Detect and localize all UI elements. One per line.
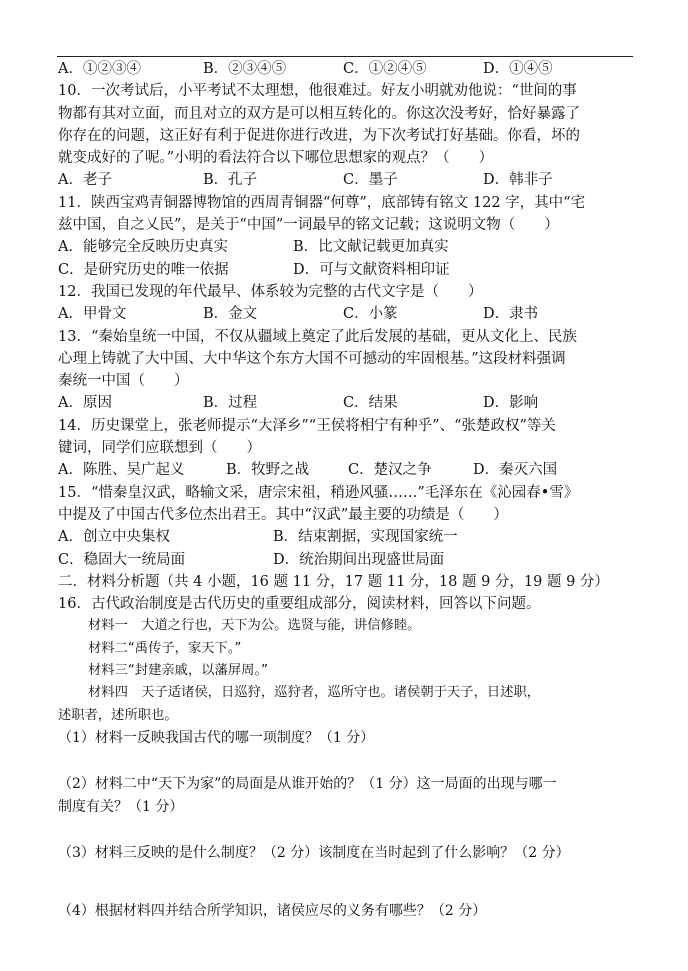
q10-line: 10．一次考试后，小平考试不太理想，他很难过。好友小明就劝他说：“世间的事 [58,83,577,100]
q10-option-c: C．墨子 [343,172,398,189]
q13-line: 13．“秦始皇统一中国，不仅从疆域上奠定了此后发展的基础，更从文化上、民族 [58,328,577,345]
q11-option-b: B．比文献记载更加真实 [293,239,449,256]
q9-option-d: D．①④⑤ [483,61,553,77]
q16-intro: 16．古代政治制度是古代历史的重要组成部分，阅读材料，回答以下问题。 [58,596,541,613]
q12-option-a: A．甲骨文 [58,306,127,323]
q14-option-c: C．楚汉之争 [348,462,432,479]
q15-options-row1 [58,526,634,548]
q13-options [58,392,634,414]
q16-sub2-line: （2）材料二中“天下为家”的局面是从谁开始的？（1 分）这一局面的出现与哪一 [58,776,557,793]
answer-space [58,864,634,900]
q10-line: 物都有其对立面，而且对立的双方是可以相互转化的。你这次没考好，恰好暴露了 [58,105,580,122]
q12-line: 12．我国已发现的年代最早、体系较为完整的古代文字是（ ） [58,283,483,300]
q11-option-c: C．是研究历史的唯一依据 [58,261,229,278]
q10-line: 就变成好的了呢。”小明的看法符合以下哪位思想家的观点？（ ） [58,150,494,167]
q10-options [58,169,634,191]
q13-option-d: D．影响 [483,395,539,412]
q12-options [58,303,634,325]
q14-line: 键词，同学们应联想到（ ） [58,440,261,457]
q16-material-1: 材料一 大道之行也，天下为公。选贤与能，讲信修睦。 [88,618,421,634]
q12-option-b: B．金文 [203,306,258,323]
q11-options-row1 [58,236,634,258]
q9-option-a: A．①②③④ [58,61,141,77]
q11-line: 兹中国，自之乂民”，是关于“中国”一词最早的铭文记载；这说明文物（ ） [58,217,559,234]
q14-option-b: B．牧野之战 [226,462,310,479]
q13-option-c: C．结果 [343,395,398,412]
q9-option-c: C．①②④⑤ [343,61,427,77]
page-content [58,58,634,922]
q16-material-4-cont: 述职者，述所职也。 [58,707,178,723]
q15-option-b: B．结束割据，实现国家统一 [273,529,458,546]
section2-heading: 二．材料分析题（共 4 小题，16 题 11 分，17 题 11 分，18 题 9 分，19 题 9 分） [58,573,609,590]
q16-sub4: （4）根据材料四并结合所学知识，诸侯应尽的义务有哪些？（2 分） [58,903,487,920]
q13-option-a: A．原因 [58,395,112,412]
q13-line: 心理上铸就了大中国、大中华这个东方大国不可撼动的牢固根基。”这段材料强调 [58,350,566,367]
q11-option-d: D．可与文献资料相印证 [293,261,450,278]
q12-option-c: C．小篆 [343,306,398,323]
q15-options-row2 [58,549,634,571]
q15-option-d: D．统治期间出现盛世局面 [273,551,445,568]
q10-line: 你存在的问题，这正好有利于促进你进行改进，为下次考试打好基础。你看，坏的 [58,127,580,144]
q16-sub1: （1）材料一反映我国古代的哪一项制度？（1 分） [58,729,375,746]
q14-option-d: D．秦灭六国 [473,462,558,479]
q15-line: 中提及了中国古代多位杰出君王。其中“汉武”最主要的功绩是（ ） [58,506,508,523]
q16-material-3: 材料三“封建亲戚，以藩屏周。” [88,663,268,679]
top-rule [57,56,633,57]
q9-option-b: B．②③④⑤ [203,61,287,77]
q11-line: 11．陕西宝鸡青铜器博物馆的西周青铜器“何尊”，底部铸有铭文 122 字，其中“宅 [58,194,586,211]
q16-sub2-line: 制度有关？（1 分） [58,798,184,815]
q14-option-a: A．陈胜、吴广起义 [58,462,185,479]
q10-option-a: A．老子 [58,172,112,189]
q13-line: 秦统一中国（ ） [58,373,189,390]
q16-material-4: 材料四 天子适诸侯，日巡狩，巡狩者，巡所守也。诸侯朝于天子，日述职， [88,685,541,701]
q16-material-2: 材料二“禹传子，家天下。” [88,640,242,656]
q15-option-a: A．创立中央集权 [58,529,170,546]
q14-options [58,459,634,481]
q10-option-d: D．韩非子 [483,172,553,189]
answer-space [58,749,634,773]
q13-option-b: B．过程 [203,395,258,412]
q15-line: 15．“惜秦皇汉武，略输文采，唐宗宋祖，稍逊风骚……”毛泽东在《沁园春•雪》 [58,484,579,501]
q11-options-row2 [58,259,634,281]
q9-options [58,58,634,80]
answer-space [58,818,634,842]
q10-option-b: B．孔子 [203,172,258,189]
q14-line: 14．历史课堂上，张老师提示“大泽乡”“王侯将相宁有种乎”、“张楚政权”等关 [58,417,556,434]
q11-option-a: A．能够完全反映历史真实 [58,239,228,256]
q16-sub3: （3）材料三反映的是什么制度？（2 分）该制度在当时起到了什么影响？（2 分） [58,844,570,861]
q12-option-d: D．隶书 [483,306,539,323]
q15-option-c: C．稳固大一统局面 [58,551,186,568]
